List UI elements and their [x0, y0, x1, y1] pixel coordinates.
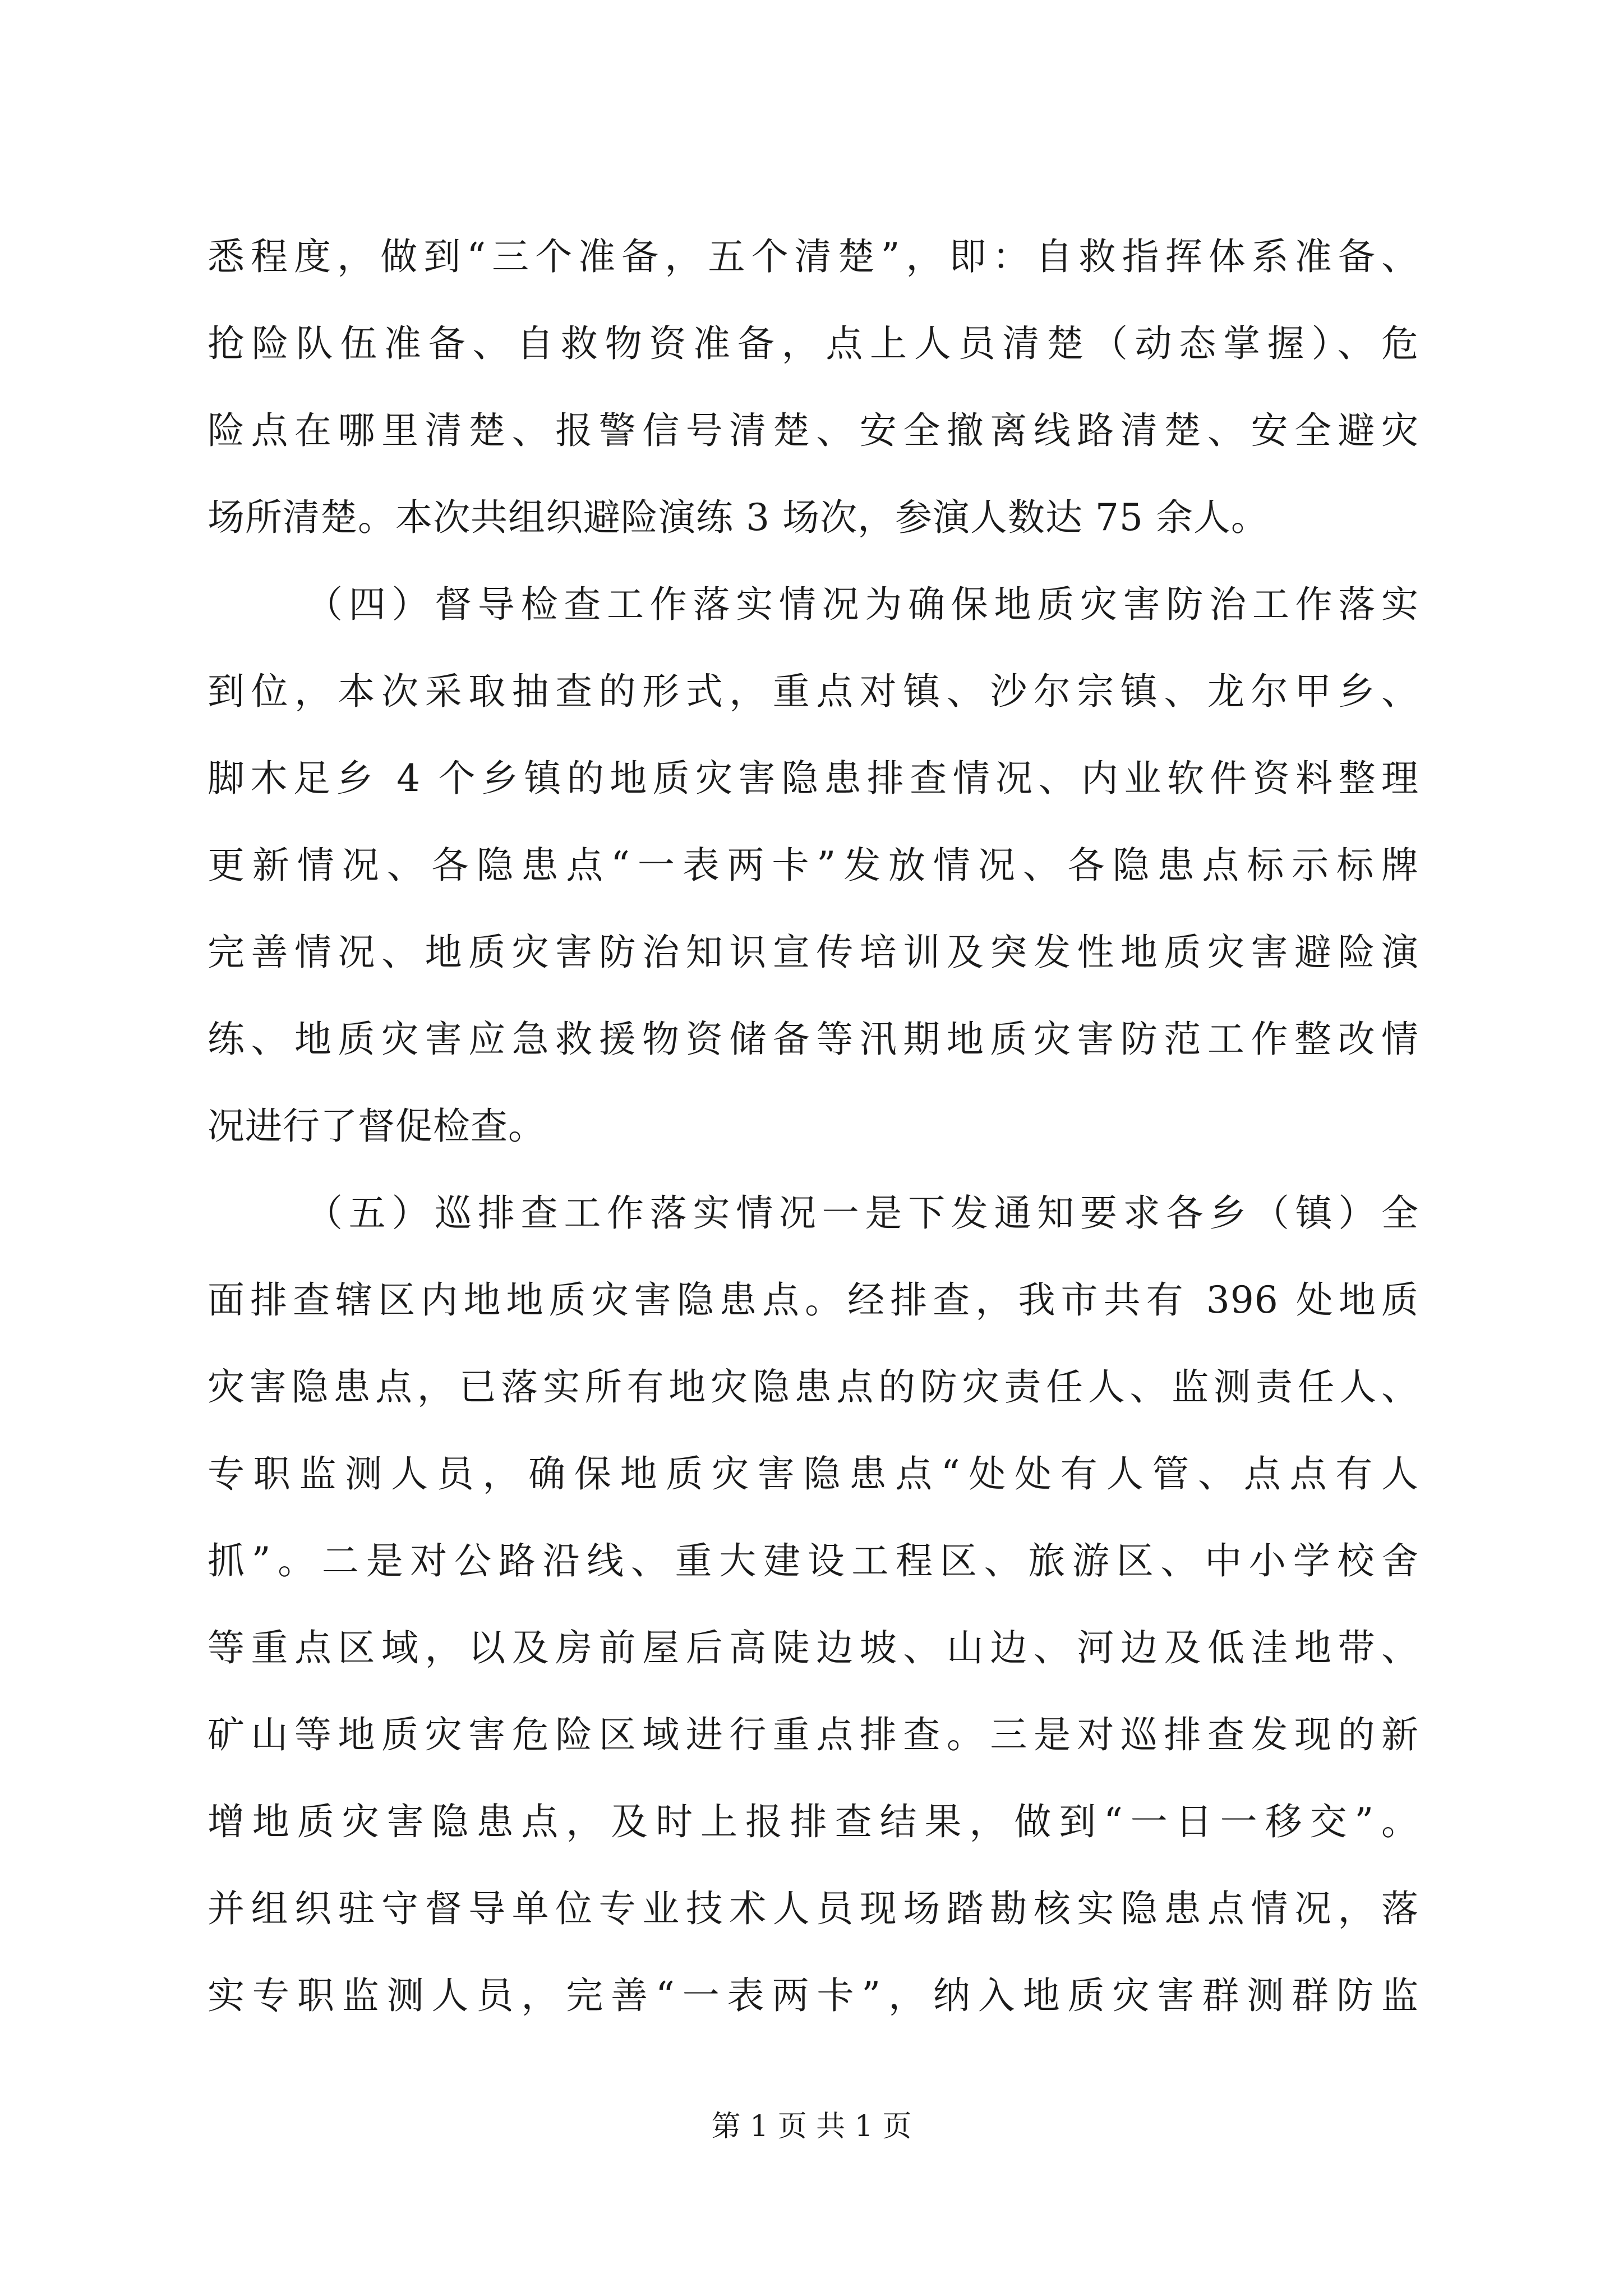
text-line-8: 更新情况、各隐患点“一表两卡”发放情况、各隐患点标示标牌: [208, 844, 1419, 887]
text-line-7: 脚木足乡 4 个乡镇的地质灾害隐患排查情况、内业软件资料整理: [208, 757, 1419, 800]
text-line-17: 等重点区域，以及房前屋后高陡边坡、山边、河边及低洼地带、: [208, 1626, 1419, 1669]
text-line-18: 矿山等地质灾害危险区域进行重点排查。三是对巡排查发现的新: [208, 1713, 1419, 1756]
text-line-13: 面排查辖区内地地质灾害隐患点。经排查，我市共有 396 处地质: [208, 1278, 1419, 1322]
text-line-21: 实专职监测人员，完善“一表两卡”，纳入地质灾害群测群防监: [208, 1974, 1419, 2017]
text-line-16: 抓”。二是对公路沿线、重大建设工程区、旅游区、中小学校舍: [208, 1539, 1419, 1582]
text-line-9: 完善情况、地质灾害防治知识宣传培训及突发性地质灾害避险演: [208, 931, 1419, 974]
text-line-19: 增地质灾害隐患点，及时上报排查结果，做到“一日一移交”。: [208, 1800, 1419, 1843]
text-line-2: 抢险队伍准备、自救物资准备，点上人员清楚（动态掌握）、危: [208, 322, 1419, 365]
text-line-11: 况进行了督促检查。: [208, 1105, 546, 1148]
text-line-3: 险点在哪里清楚、报警信号清楚、安全撤离线路清楚、安全避灾: [208, 409, 1419, 452]
section-heading-5: （五）巡排查工作落实情况一是下发通知要求各乡（镇）全: [306, 1191, 1419, 1235]
text-line-15: 专职监测人员，确保地质灾害隐患点“处处有人管、点点有人: [208, 1452, 1419, 1496]
text-line-20: 并组织驻守督导单位专业技术人员现场踏勘核实隐患点情况，落: [208, 1887, 1419, 1930]
text-line-1: 悉程度，做到“三个准备，五个清楚”，即：自救指挥体系准备、: [208, 235, 1419, 278]
text-line-10: 练、地质灾害应急救援物资储备等汛期地质灾害防范工作整改情: [208, 1018, 1419, 1061]
section-heading-4: （四）督导检查工作落实情况为确保地质灾害防治工作落实: [306, 583, 1419, 626]
page-number-footer: 第 1 页 共 1 页: [711, 2110, 912, 2143]
text-line-14: 灾害隐患点，已落实所有地灾隐患点的防灾责任人、监测责任人、: [208, 1365, 1419, 1409]
text-line-6: 到位，本次采取抽查的形式，重点对镇、沙尔宗镇、龙尔甲乡、: [208, 670, 1419, 713]
text-line-4: 场所清楚。本次共组织避险演练 3 场次，参演人数达 75 余人。: [208, 496, 1269, 539]
